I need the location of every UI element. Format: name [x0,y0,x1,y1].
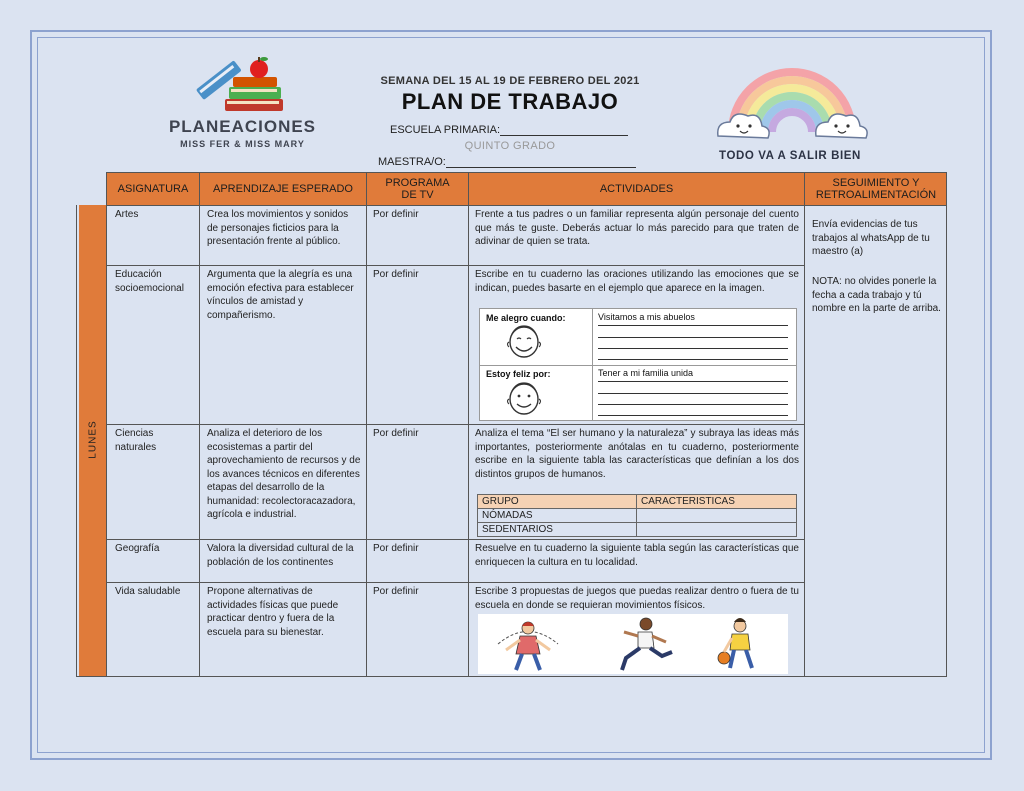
day-label: LUNES [87,420,99,459]
brand-logo [155,55,330,155]
sports-kids-illustration [478,614,788,674]
school-blank-line [500,125,628,136]
groups-cell-empty [636,508,797,523]
row-subject: Ciencias naturales [115,428,157,453]
motto-text: TODO VA A SALIR BIEN [719,150,861,162]
brand-subtitle: MISS FER & MISS MARY [180,139,305,149]
row-program: Por definir [373,209,419,220]
happy-face-icon [502,379,546,419]
teacher-label: MAESTRA/O: [378,156,446,168]
row-subject: Geografía [115,543,160,554]
grade-label: QUINTO GRADO [464,140,556,152]
row-program: Por definir [373,543,419,554]
row-learning: Valora la diversidad cultural de la población de los continentes [207,543,354,568]
row-program: Por definir [373,586,419,597]
groups-header-caracteristicas: CARACTERISTICAS [636,494,797,509]
followup-evidence: Envía evidencias de tus trabajos al whatsApp de tu maestro (a) [812,219,930,257]
emotion-worksheet [479,308,797,421]
plan-table [76,172,947,677]
week-range: SEMANA DEL 15 AL 19 DE FEBRERO DEL 2021 [380,75,640,87]
row-activity: Resuelve en tu cuaderno la siguiente tabla según las características que enriquecen la cultura en tu localidad. [475,543,799,568]
row-activity: Escribe 3 propuestas de juegos que puedas realizar dentro o fuera de tu escuela en donde se requieran movimientos físicos. [475,586,799,611]
brand-name: PLANEACIONES [168,117,317,136]
row-learning: Propone alternativas de actividades físicas que puede practicar dentro y fuera de la escuela para su bienestar. [207,586,339,638]
col-header-programa: PROGRAMA DE TV [367,172,468,205]
row-subject: Vida saludable [115,586,181,597]
col-header-seguimiento: SEGUIMIENTO Y RETROALIMENTACIÓN [805,172,947,205]
row-program: Por definir [373,269,419,280]
page-title: PLAN DE TRABAJO [401,89,619,114]
teacher-blank-line [446,157,636,168]
col-header-asignatura: ASIGNATURA [107,172,199,205]
books-apple-icon [195,55,290,115]
row-activity: Frente a tus padres o un familiar representa algún personaje del cuento que más te guste. Deberás actuar lo más parecido para que traten de adivinar de quien se trata. [475,209,799,247]
worksheet-label-2: Estoy feliz por: [486,369,551,379]
col-header-aprendizaje: APRENDIZAJE ESPERADO [200,172,366,205]
groups-cell-empty [636,522,797,537]
school-field [390,124,628,136]
row-learning: Argumenta que la alegría es una emoción efectiva para establecer vínculos de amistad y compañerismo. [207,269,354,321]
groups-row-sedentarios: SEDENTARIOS [477,522,637,537]
worksheet-example-2: Tener a mi familia unida [598,368,694,378]
row-activity: Analiza el tema “El ser humano y la naturaleza” y subraya las ideas más importantes, posteriormente anótalas en tu cuaderno, posteriormente escribe en la siguiente tabla las características que definían a los dos distintos grupos de humanos. [475,428,799,480]
worksheet-label-1: Me alegro cuando: [486,313,566,323]
row-learning: Crea los movimientos y sonidos de personajes ficticios para la presentación frente al público. [207,209,349,247]
groups-row-nomadas: NÓMADAS [477,508,637,523]
school-label: ESCUELA PRIMARIA: [390,124,501,136]
teacher-field [378,156,636,168]
groups-table [477,494,797,539]
worksheet-example-1: Visitamos a mis abuelos [598,312,695,322]
row-subject: Artes [115,209,139,220]
rainbow-clouds-icon [712,52,872,152]
row-activity: Escribe en tu cuaderno las oraciones utilizando las emociones que se indican, puedes basarte en el ejemplo que aparece en la imagen. [475,269,799,294]
col-header-actividades: ACTIVIDADES [469,172,804,205]
row-subject: Educación socioemocional [115,269,184,294]
smiling-face-icon [502,324,546,362]
groups-header-grupo: GRUPO [477,494,637,509]
followup-note: NOTA: no olvides ponerle la fecha a cada trabajo y tú nombre en la parte de arriba. [812,276,941,314]
row-program: Por definir [373,428,419,439]
row-learning: Analiza el deterioro de los ecosistemas a partir del aprovechamiento de recursos y de los avances técnicos en diferentes etapas del desarrollo de la humanidad: recolectoracazadora, agrícola e industrial. [207,428,361,520]
